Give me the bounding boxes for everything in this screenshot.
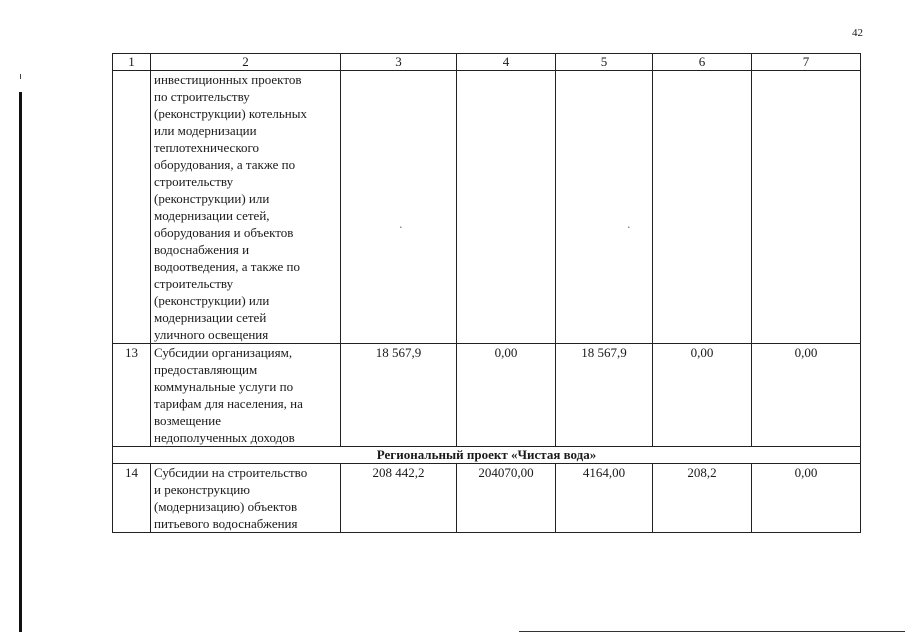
description-line: (реконструкции) или	[154, 191, 270, 206]
description-line: коммунальные услуги по	[154, 379, 294, 394]
column-header: 2	[151, 54, 341, 71]
table-row	[113, 71, 861, 344]
scan-speck: •	[628, 226, 630, 231]
row-description	[151, 464, 341, 533]
column-header: 5	[556, 54, 653, 71]
description-line: уличного освещения	[154, 327, 269, 342]
value-cell	[341, 71, 457, 344]
description-line: (реконструкции) или	[154, 293, 270, 308]
value-cell: 204070,00	[457, 464, 556, 533]
column-header-row	[113, 54, 861, 71]
value-cell: 0,00	[752, 344, 861, 447]
value-cell	[556, 71, 653, 344]
value-cell: 18 567,9	[341, 344, 457, 447]
budget-table	[112, 53, 861, 533]
description-line: (реконструкции) котельных	[154, 106, 307, 121]
description-line: питьевого водоснабжения	[154, 516, 298, 531]
description-line: недополученных доходов	[154, 430, 295, 445]
description-line: Субсидии на строительство	[154, 465, 308, 480]
description-line: по строительству	[154, 89, 250, 104]
description-line: тарифам для населения, на	[154, 396, 303, 411]
column-header: 7	[752, 54, 861, 71]
value-cell	[752, 71, 861, 344]
value-cell	[457, 71, 556, 344]
description-line: модернизации сетей,	[154, 208, 270, 223]
description-line: инвестиционных проектов	[154, 72, 302, 87]
value-cell: 208,2	[653, 464, 752, 533]
description-line: водоотведения, а также по	[154, 259, 300, 274]
value-cell: 0,00	[653, 344, 752, 447]
scan-speck: •	[400, 226, 402, 231]
value-cell: 18 567,9	[556, 344, 653, 447]
row-number: 14	[113, 464, 151, 533]
column-header: 6	[653, 54, 752, 71]
description-line: водоснабжения и	[154, 242, 250, 257]
value-cell	[653, 71, 752, 344]
value-cell: 4164,00	[556, 464, 653, 533]
row-description	[151, 344, 341, 447]
description-line: предоставляющим	[154, 362, 258, 377]
scan-mark	[20, 74, 21, 79]
page-number: 42	[852, 27, 863, 39]
column-header: 3	[341, 54, 457, 71]
description-line: возмещение	[154, 413, 221, 428]
scan-edge-bar	[19, 92, 22, 632]
description-line: Субсидии организациям,	[154, 345, 293, 360]
scan-bottom-line	[519, 631, 905, 632]
table-row	[113, 464, 861, 533]
description-line: или модернизации	[154, 123, 257, 138]
column-header: 1	[113, 54, 151, 71]
description-line: и реконструкцию	[154, 482, 250, 497]
value-cell: 0,00	[752, 464, 861, 533]
description-line: теплотехнического	[154, 140, 259, 155]
description-line: оборудования и объектов	[154, 225, 294, 240]
row-number	[113, 71, 151, 344]
section-title: Региональный проект «Чистая вода»	[113, 447, 861, 464]
description-line: модернизации сетей	[154, 310, 267, 325]
column-header: 4	[457, 54, 556, 71]
value-cell: 0,00	[457, 344, 556, 447]
description-line: строительству	[154, 174, 234, 189]
row-description	[151, 71, 341, 344]
description-line: оборудования, а также по	[154, 157, 296, 172]
table-row	[113, 344, 861, 447]
section-header-row	[113, 447, 861, 464]
row-number: 13	[113, 344, 151, 447]
description-line: (модернизацию) объектов	[154, 499, 298, 514]
description-line: строительству	[154, 276, 234, 291]
value-cell: 208 442,2	[341, 464, 457, 533]
